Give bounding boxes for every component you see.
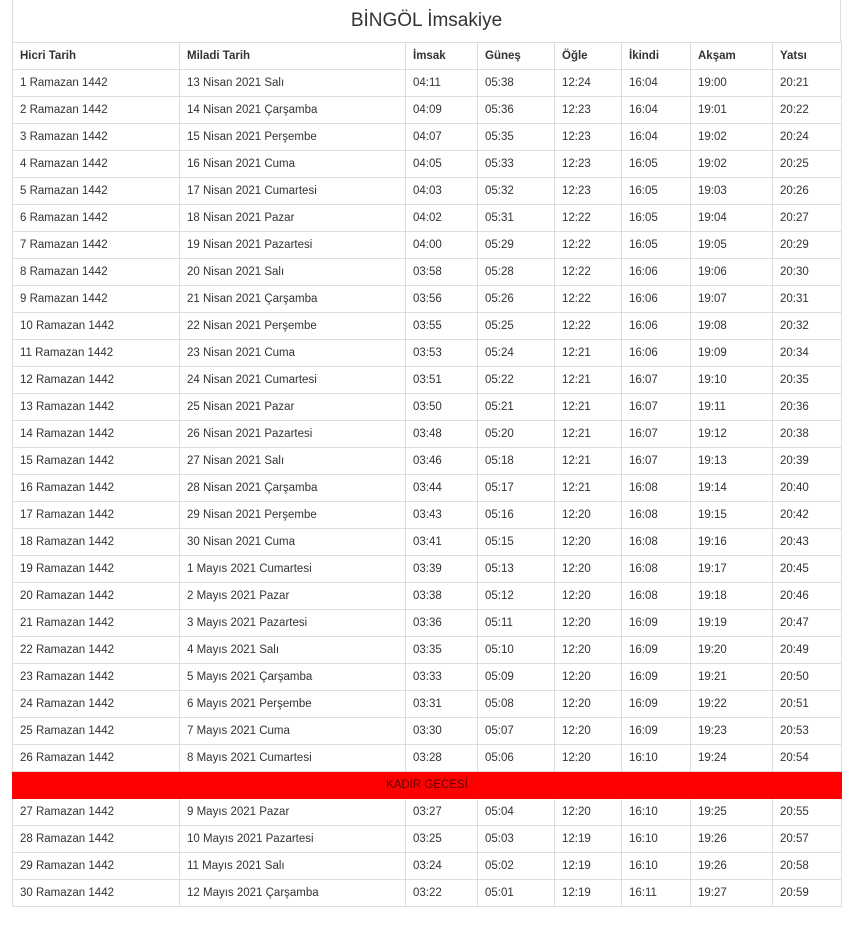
ikindi-cell: 16:06 [622, 259, 691, 286]
ogle-cell: 12:19 [555, 826, 622, 853]
gunes-cell: 05:26 [478, 286, 555, 313]
header-gunes: Güneş [478, 43, 555, 70]
yatsi-cell: 20:38 [773, 421, 842, 448]
gunes-cell: 05:01 [478, 880, 555, 907]
header-hicri-tarih: Hicri Tarih [13, 43, 180, 70]
table-row [13, 880, 842, 907]
yatsi-cell: 20:39 [773, 448, 842, 475]
gunes-cell: 05:36 [478, 97, 555, 124]
gunes-cell: 05:25 [478, 313, 555, 340]
yatsi-cell: 20:21 [773, 70, 842, 97]
ogle-cell: 12:21 [555, 475, 622, 502]
hicri-tarih-cell: 8 Ramazan 1442 [13, 259, 180, 286]
header-miladi-tarih: Miladi Tarih [180, 43, 406, 70]
ikindi-cell: 16:10 [622, 853, 691, 880]
table-body [13, 70, 842, 907]
aksam-cell: 19:27 [691, 880, 773, 907]
hicri-tarih-cell: 12 Ramazan 1442 [13, 367, 180, 394]
imsak-cell: 03:31 [406, 691, 478, 718]
table-row [13, 610, 842, 637]
imsak-cell: 03:41 [406, 529, 478, 556]
miladi-tarih-cell: 29 Nisan 2021 Perşembe [180, 502, 406, 529]
gunes-cell: 05:11 [478, 610, 555, 637]
aksam-cell: 19:13 [691, 448, 773, 475]
ogle-cell: 12:20 [555, 529, 622, 556]
aksam-cell: 19:08 [691, 313, 773, 340]
ikindi-cell: 16:07 [622, 421, 691, 448]
gunes-cell: 05:31 [478, 205, 555, 232]
header-ogle: Öğle [555, 43, 622, 70]
header-yatsi: Yatsı [773, 43, 842, 70]
gunes-cell: 05:20 [478, 421, 555, 448]
ogle-cell: 12:22 [555, 205, 622, 232]
aksam-cell: 19:24 [691, 745, 773, 772]
miladi-tarih-cell: 3 Mayıs 2021 Pazartesi [180, 610, 406, 637]
hicri-tarih-cell: 10 Ramazan 1442 [13, 313, 180, 340]
aksam-cell: 19:18 [691, 583, 773, 610]
table-row [13, 232, 842, 259]
ogle-cell: 12:19 [555, 853, 622, 880]
ikindi-cell: 16:05 [622, 205, 691, 232]
ogle-cell: 12:20 [555, 556, 622, 583]
ogle-cell: 12:20 [555, 691, 622, 718]
miladi-tarih-cell: 12 Mayıs 2021 Çarşamba [180, 880, 406, 907]
ikindi-cell: 16:06 [622, 340, 691, 367]
miladi-tarih-cell: 8 Mayıs 2021 Cumartesi [180, 745, 406, 772]
ogle-cell: 12:21 [555, 367, 622, 394]
yatsi-cell: 20:42 [773, 502, 842, 529]
table-row [13, 502, 842, 529]
title-box [12, 0, 841, 42]
yatsi-cell: 20:58 [773, 853, 842, 880]
yatsi-cell: 20:54 [773, 745, 842, 772]
miladi-tarih-cell: 7 Mayıs 2021 Cuma [180, 718, 406, 745]
imsak-cell: 03:53 [406, 340, 478, 367]
aksam-cell: 19:07 [691, 286, 773, 313]
imsak-cell: 03:46 [406, 448, 478, 475]
yatsi-cell: 20:49 [773, 637, 842, 664]
ogle-cell: 12:23 [555, 178, 622, 205]
table-row [13, 853, 842, 880]
yatsi-cell: 20:51 [773, 691, 842, 718]
miladi-tarih-cell: 23 Nisan 2021 Cuma [180, 340, 406, 367]
ogle-cell: 12:22 [555, 286, 622, 313]
ikindi-cell: 16:08 [622, 502, 691, 529]
miladi-tarih-cell: 9 Mayıs 2021 Pazar [180, 799, 406, 826]
header-aksam: Akşam [691, 43, 773, 70]
imsak-cell: 04:00 [406, 232, 478, 259]
imsak-cell: 03:44 [406, 475, 478, 502]
gunes-cell: 05:35 [478, 124, 555, 151]
yatsi-cell: 20:55 [773, 799, 842, 826]
yatsi-cell: 20:40 [773, 475, 842, 502]
yatsi-cell: 20:36 [773, 394, 842, 421]
miladi-tarih-cell: 25 Nisan 2021 Pazar [180, 394, 406, 421]
ikindi-cell: 16:08 [622, 475, 691, 502]
miladi-tarih-cell: 1 Mayıs 2021 Cumartesi [180, 556, 406, 583]
imsak-cell: 03:25 [406, 826, 478, 853]
table-row [13, 340, 842, 367]
imsak-cell: 03:28 [406, 745, 478, 772]
yatsi-cell: 20:46 [773, 583, 842, 610]
yatsi-cell: 20:47 [773, 610, 842, 637]
hicri-tarih-cell: 7 Ramazan 1442 [13, 232, 180, 259]
ikindi-cell: 16:05 [622, 151, 691, 178]
gunes-cell: 05:38 [478, 70, 555, 97]
table-row [13, 367, 842, 394]
table-row [13, 664, 842, 691]
miladi-tarih-cell: 17 Nisan 2021 Cumartesi [180, 178, 406, 205]
table-header-row [13, 43, 842, 70]
miladi-tarih-cell: 5 Mayıs 2021 Çarşamba [180, 664, 406, 691]
yatsi-cell: 20:30 [773, 259, 842, 286]
hicri-tarih-cell: 6 Ramazan 1442 [13, 205, 180, 232]
hicri-tarih-cell: 9 Ramazan 1442 [13, 286, 180, 313]
aksam-cell: 19:14 [691, 475, 773, 502]
ogle-cell: 12:20 [555, 718, 622, 745]
miladi-tarih-cell: 2 Mayıs 2021 Pazar [180, 583, 406, 610]
aksam-cell: 19:26 [691, 826, 773, 853]
ikindi-cell: 16:07 [622, 367, 691, 394]
table-row [13, 286, 842, 313]
aksam-cell: 19:06 [691, 259, 773, 286]
table-row [13, 259, 842, 286]
imsak-cell: 03:50 [406, 394, 478, 421]
yatsi-cell: 20:26 [773, 178, 842, 205]
miladi-tarih-cell: 24 Nisan 2021 Cumartesi [180, 367, 406, 394]
table-row [13, 70, 842, 97]
aksam-cell: 19:15 [691, 502, 773, 529]
aksam-cell: 19:12 [691, 421, 773, 448]
hicri-tarih-cell: 15 Ramazan 1442 [13, 448, 180, 475]
miladi-tarih-cell: 20 Nisan 2021 Salı [180, 259, 406, 286]
hicri-tarih-cell: 26 Ramazan 1442 [13, 745, 180, 772]
ogle-cell: 12:24 [555, 70, 622, 97]
imsak-cell: 03:33 [406, 664, 478, 691]
aksam-cell: 19:00 [691, 70, 773, 97]
aksam-cell: 19:23 [691, 718, 773, 745]
table-row [13, 124, 842, 151]
table-row [13, 826, 842, 853]
imsakiye-table [12, 42, 842, 907]
yatsi-cell: 20:50 [773, 664, 842, 691]
ikindi-cell: 16:10 [622, 826, 691, 853]
gunes-cell: 05:21 [478, 394, 555, 421]
ikindi-cell: 16:10 [622, 745, 691, 772]
aksam-cell: 19:02 [691, 124, 773, 151]
table-row [13, 313, 842, 340]
imsak-cell: 04:02 [406, 205, 478, 232]
hicri-tarih-cell: 24 Ramazan 1442 [13, 691, 180, 718]
gunes-cell: 05:24 [478, 340, 555, 367]
ikindi-cell: 16:11 [622, 880, 691, 907]
miladi-tarih-cell: 16 Nisan 2021 Cuma [180, 151, 406, 178]
imsak-cell: 03:24 [406, 853, 478, 880]
ogle-cell: 12:21 [555, 394, 622, 421]
aksam-cell: 19:16 [691, 529, 773, 556]
ikindi-cell: 16:07 [622, 394, 691, 421]
hicri-tarih-cell: 1 Ramazan 1442 [13, 70, 180, 97]
miladi-tarih-cell: 19 Nisan 2021 Pazartesi [180, 232, 406, 259]
header-imsak: İmsak [406, 43, 478, 70]
yatsi-cell: 20:57 [773, 826, 842, 853]
page-title: BİNGÖL İmsakiye [350, 10, 503, 31]
aksam-cell: 19:03 [691, 178, 773, 205]
table-row [13, 637, 842, 664]
kadir-gecesi-label: KADİR GECESİ [13, 772, 842, 799]
gunes-cell: 05:02 [478, 853, 555, 880]
table-row [13, 691, 842, 718]
ogle-cell: 12:22 [555, 259, 622, 286]
hicri-tarih-cell: 30 Ramazan 1442 [13, 880, 180, 907]
ogle-cell: 12:19 [555, 880, 622, 907]
hicri-tarih-cell: 5 Ramazan 1442 [13, 178, 180, 205]
table-row [13, 529, 842, 556]
table-row [13, 178, 842, 205]
miladi-tarih-cell: 21 Nisan 2021 Çarşamba [180, 286, 406, 313]
hicri-tarih-cell: 22 Ramazan 1442 [13, 637, 180, 664]
yatsi-cell: 20:43 [773, 529, 842, 556]
ikindi-cell: 16:08 [622, 529, 691, 556]
ikindi-cell: 16:06 [622, 313, 691, 340]
aksam-cell: 19:25 [691, 799, 773, 826]
hicri-tarih-cell: 18 Ramazan 1442 [13, 529, 180, 556]
ikindi-cell: 16:08 [622, 556, 691, 583]
ogle-cell: 12:20 [555, 610, 622, 637]
yatsi-cell: 20:34 [773, 340, 842, 367]
miladi-tarih-cell: 14 Nisan 2021 Çarşamba [180, 97, 406, 124]
yatsi-cell: 20:45 [773, 556, 842, 583]
ogle-cell: 12:20 [555, 745, 622, 772]
ogle-cell: 12:23 [555, 124, 622, 151]
miladi-tarih-cell: 6 Mayıs 2021 Perşembe [180, 691, 406, 718]
aksam-cell: 19:21 [691, 664, 773, 691]
table-row [13, 718, 842, 745]
hicri-tarih-cell: 4 Ramazan 1442 [13, 151, 180, 178]
yatsi-cell: 20:31 [773, 286, 842, 313]
ogle-cell: 12:23 [555, 97, 622, 124]
imsak-cell: 03:56 [406, 286, 478, 313]
table-row [13, 556, 842, 583]
gunes-cell: 05:17 [478, 475, 555, 502]
miladi-tarih-cell: 18 Nisan 2021 Pazar [180, 205, 406, 232]
ogle-cell: 12:20 [555, 637, 622, 664]
imsak-cell: 04:07 [406, 124, 478, 151]
ikindi-cell: 16:09 [622, 610, 691, 637]
aksam-cell: 19:09 [691, 340, 773, 367]
ikindi-cell: 16:09 [622, 691, 691, 718]
table-row [13, 394, 842, 421]
hicri-tarih-cell: 25 Ramazan 1442 [13, 718, 180, 745]
table-row [13, 583, 842, 610]
ikindi-cell: 16:04 [622, 124, 691, 151]
table-row [13, 475, 842, 502]
imsak-cell: 03:58 [406, 259, 478, 286]
ikindi-cell: 16:09 [622, 664, 691, 691]
gunes-cell: 05:03 [478, 826, 555, 853]
ikindi-cell: 16:04 [622, 70, 691, 97]
ikindi-cell: 16:04 [622, 97, 691, 124]
ogle-cell: 12:21 [555, 448, 622, 475]
aksam-cell: 19:04 [691, 205, 773, 232]
imsak-cell: 04:05 [406, 151, 478, 178]
gunes-cell: 05:13 [478, 556, 555, 583]
hicri-tarih-cell: 27 Ramazan 1442 [13, 799, 180, 826]
gunes-cell: 05:10 [478, 637, 555, 664]
yatsi-cell: 20:59 [773, 880, 842, 907]
imsak-cell: 03:36 [406, 610, 478, 637]
ogle-cell: 12:21 [555, 340, 622, 367]
gunes-cell: 05:08 [478, 691, 555, 718]
gunes-cell: 05:04 [478, 799, 555, 826]
hicri-tarih-cell: 17 Ramazan 1442 [13, 502, 180, 529]
ogle-cell: 12:20 [555, 799, 622, 826]
miladi-tarih-cell: 10 Mayıs 2021 Pazartesi [180, 826, 406, 853]
gunes-cell: 05:16 [478, 502, 555, 529]
yatsi-cell: 20:29 [773, 232, 842, 259]
gunes-cell: 05:22 [478, 367, 555, 394]
yatsi-cell: 20:22 [773, 97, 842, 124]
gunes-cell: 05:12 [478, 583, 555, 610]
aksam-cell: 19:19 [691, 610, 773, 637]
gunes-cell: 05:32 [478, 178, 555, 205]
ikindi-cell: 16:05 [622, 232, 691, 259]
table-row [13, 97, 842, 124]
gunes-cell: 05:09 [478, 664, 555, 691]
imsak-cell: 03:55 [406, 313, 478, 340]
miladi-tarih-cell: 26 Nisan 2021 Pazartesi [180, 421, 406, 448]
table-row [13, 421, 842, 448]
hicri-tarih-cell: 19 Ramazan 1442 [13, 556, 180, 583]
imsak-cell: 03:35 [406, 637, 478, 664]
aksam-cell: 19:11 [691, 394, 773, 421]
ikindi-cell: 16:06 [622, 286, 691, 313]
hicri-tarih-cell: 2 Ramazan 1442 [13, 97, 180, 124]
aksam-cell: 19:01 [691, 97, 773, 124]
kadir-gecesi-row [13, 772, 842, 799]
gunes-cell: 05:15 [478, 529, 555, 556]
ogle-cell: 12:20 [555, 664, 622, 691]
imsak-cell: 03:38 [406, 583, 478, 610]
miladi-tarih-cell: 11 Mayıs 2021 Salı [180, 853, 406, 880]
aksam-cell: 19:02 [691, 151, 773, 178]
aksam-cell: 19:10 [691, 367, 773, 394]
hicri-tarih-cell: 29 Ramazan 1442 [13, 853, 180, 880]
miladi-tarih-cell: 28 Nisan 2021 Çarşamba [180, 475, 406, 502]
ogle-cell: 12:22 [555, 232, 622, 259]
miladi-tarih-cell: 27 Nisan 2021 Salı [180, 448, 406, 475]
gunes-cell: 05:29 [478, 232, 555, 259]
ikindi-cell: 16:09 [622, 718, 691, 745]
miladi-tarih-cell: 30 Nisan 2021 Cuma [180, 529, 406, 556]
ogle-cell: 12:23 [555, 151, 622, 178]
gunes-cell: 05:28 [478, 259, 555, 286]
miladi-tarih-cell: 13 Nisan 2021 Salı [180, 70, 406, 97]
yatsi-cell: 20:35 [773, 367, 842, 394]
gunes-cell: 05:18 [478, 448, 555, 475]
hicri-tarih-cell: 14 Ramazan 1442 [13, 421, 180, 448]
table-row [13, 745, 842, 772]
aksam-cell: 19:05 [691, 232, 773, 259]
miladi-tarih-cell: 4 Mayıs 2021 Salı [180, 637, 406, 664]
table-row [13, 448, 842, 475]
aksam-cell: 19:22 [691, 691, 773, 718]
imsak-cell: 03:48 [406, 421, 478, 448]
ikindi-cell: 16:07 [622, 448, 691, 475]
ikindi-cell: 16:09 [622, 637, 691, 664]
yatsi-cell: 20:24 [773, 124, 842, 151]
hicri-tarih-cell: 11 Ramazan 1442 [13, 340, 180, 367]
imsak-cell: 03:27 [406, 799, 478, 826]
ogle-cell: 12:22 [555, 313, 622, 340]
aksam-cell: 19:17 [691, 556, 773, 583]
imsak-cell: 04:11 [406, 70, 478, 97]
imsak-cell: 03:51 [406, 367, 478, 394]
gunes-cell: 05:07 [478, 718, 555, 745]
imsak-cell: 03:22 [406, 880, 478, 907]
yatsi-cell: 20:27 [773, 205, 842, 232]
hicri-tarih-cell: 23 Ramazan 1442 [13, 664, 180, 691]
header-ikindi: İkindi [622, 43, 691, 70]
ogle-cell: 12:21 [555, 421, 622, 448]
aksam-cell: 19:26 [691, 853, 773, 880]
hicri-tarih-cell: 3 Ramazan 1442 [13, 124, 180, 151]
imsak-cell: 03:30 [406, 718, 478, 745]
miladi-tarih-cell: 15 Nisan 2021 Perşembe [180, 124, 406, 151]
ikindi-cell: 16:05 [622, 178, 691, 205]
ikindi-cell: 16:10 [622, 799, 691, 826]
gunes-cell: 05:06 [478, 745, 555, 772]
table-row [13, 205, 842, 232]
imsak-cell: 04:03 [406, 178, 478, 205]
imsak-cell: 03:39 [406, 556, 478, 583]
gunes-cell: 05:33 [478, 151, 555, 178]
ikindi-cell: 16:08 [622, 583, 691, 610]
hicri-tarih-cell: 20 Ramazan 1442 [13, 583, 180, 610]
yatsi-cell: 20:32 [773, 313, 842, 340]
yatsi-cell: 20:25 [773, 151, 842, 178]
ogle-cell: 12:20 [555, 502, 622, 529]
hicri-tarih-cell: 16 Ramazan 1442 [13, 475, 180, 502]
yatsi-cell: 20:53 [773, 718, 842, 745]
hicri-tarih-cell: 28 Ramazan 1442 [13, 826, 180, 853]
table-row [13, 151, 842, 178]
imsak-cell: 03:43 [406, 502, 478, 529]
imsak-cell: 04:09 [406, 97, 478, 124]
miladi-tarih-cell: 22 Nisan 2021 Perşembe [180, 313, 406, 340]
hicri-tarih-cell: 21 Ramazan 1442 [13, 610, 180, 637]
hicri-tarih-cell: 13 Ramazan 1442 [13, 394, 180, 421]
table-row [13, 799, 842, 826]
aksam-cell: 19:20 [691, 637, 773, 664]
ogle-cell: 12:20 [555, 583, 622, 610]
